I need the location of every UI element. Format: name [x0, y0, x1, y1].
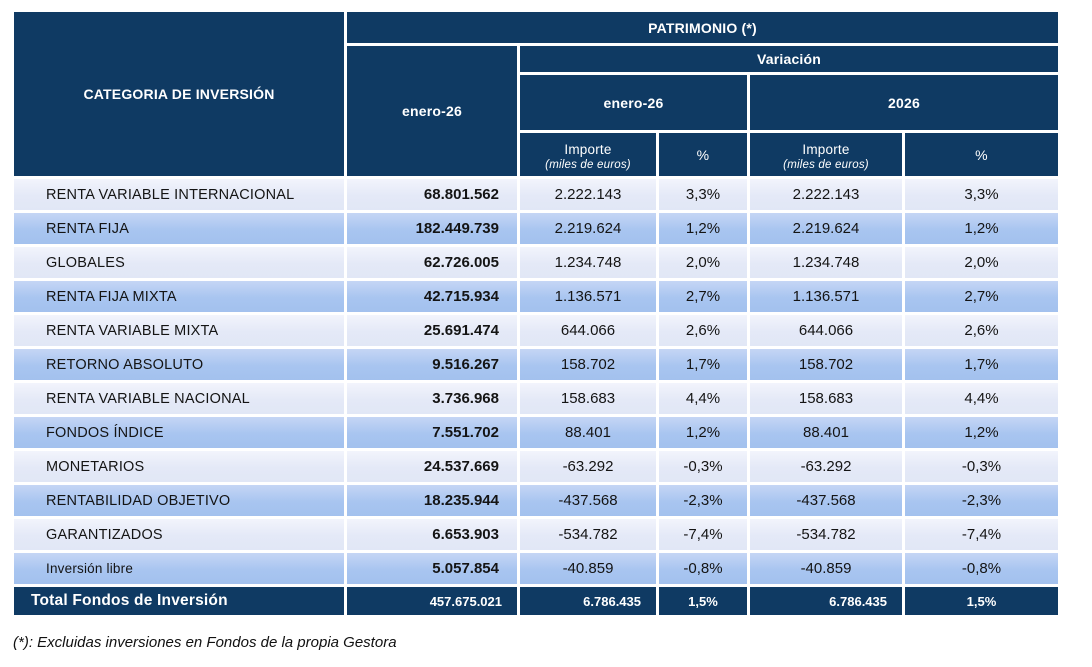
variacion-2026-importe: 158.683: [750, 383, 902, 414]
variacion-enero-importe: 1.136.571: [520, 281, 656, 312]
variacion-enero-importe: 644.066: [520, 315, 656, 346]
variacion-2026-pct: -0,3%: [905, 451, 1058, 482]
variacion-enero-pct: 1,2%: [659, 417, 747, 448]
footnote: (*): Excluidas inversiones en Fondos de la propia Gestora: [13, 634, 397, 651]
table-row: [14, 519, 1058, 550]
category-cell: RENTABILIDAD OBJETIVO: [14, 485, 344, 516]
category-cell: Inversión libre: [14, 553, 344, 584]
category-cell: RENTA VARIABLE MIXTA: [14, 315, 344, 346]
variacion-enero-pct: 1,2%: [659, 213, 747, 244]
variacion-enero-importe: -534.782: [520, 519, 656, 550]
patrimonio-cell: 3.736.968: [347, 383, 517, 414]
variacion-2026-importe: 2.222.143: [750, 179, 902, 210]
variacion-enero-pct: -0,3%: [659, 451, 747, 482]
patrimonio-cell: 18.235.944: [347, 485, 517, 516]
patrimonio-cell: 25.691.474: [347, 315, 517, 346]
importe-label: Importe: [564, 141, 612, 157]
table-row: [14, 349, 1058, 380]
total-variacion-enero-importe: 6.786.435: [520, 587, 656, 615]
table-row: [14, 315, 1058, 346]
total-variacion-2026-importe: 6.786.435: [750, 587, 902, 615]
variacion-2026-pct: 3,3%: [905, 179, 1058, 210]
patrimonio-cell: 7.551.702: [347, 417, 517, 448]
patrimonio-cell: 24.537.669: [347, 451, 517, 482]
variacion-enero-pct: -0,8%: [659, 553, 747, 584]
patrimonio-cell: 6.653.903: [347, 519, 517, 550]
category-cell: RETORNO ABSOLUTO: [14, 349, 344, 380]
total-variacion-enero-pct: 1,5%: [659, 587, 747, 615]
total-row: [14, 587, 1058, 615]
patrimonio-cell: 62.726.005: [347, 247, 517, 278]
patrimonio-cell: 9.516.267: [347, 349, 517, 380]
variacion-enero-importe: -63.292: [520, 451, 656, 482]
category-cell: RENTA FIJA MIXTA: [14, 281, 344, 312]
patrimonio-period-header: enero-26: [347, 46, 517, 176]
variacion-enero-pct: 2,0%: [659, 247, 747, 278]
table-row: [14, 179, 1058, 210]
importe-label: Importe: [802, 141, 850, 157]
pct-enero-header: %: [659, 133, 747, 176]
table-row: [14, 451, 1058, 482]
variacion-2026-pct: 1,2%: [905, 213, 1058, 244]
variacion-period-enero-header: enero-26: [520, 75, 747, 130]
variacion-header: Variación: [520, 46, 1058, 72]
patrimonio-table: [11, 9, 1061, 618]
patrimonio-cell: 5.057.854: [347, 553, 517, 584]
table-row: [14, 383, 1058, 414]
table-row: [14, 553, 1058, 584]
variacion-2026-importe: -534.782: [750, 519, 902, 550]
variacion-2026-pct: 4,4%: [905, 383, 1058, 414]
total-patrimonio: 457.675.021: [347, 587, 517, 615]
table-row: [14, 213, 1058, 244]
importe-enero-header: [520, 133, 656, 176]
variacion-enero-importe: 158.702: [520, 349, 656, 380]
variacion-2026-importe: 1.234.748: [750, 247, 902, 278]
variacion-2026-pct: 1,2%: [905, 417, 1058, 448]
variacion-period-2026-header: 2026: [750, 75, 1058, 130]
variacion-2026-pct: 2,6%: [905, 315, 1058, 346]
variacion-2026-importe: 1.136.571: [750, 281, 902, 312]
variacion-enero-importe: 158.683: [520, 383, 656, 414]
variacion-enero-importe: 1.234.748: [520, 247, 656, 278]
variacion-2026-pct: 2,0%: [905, 247, 1058, 278]
category-cell: GLOBALES: [14, 247, 344, 278]
total-label: Total Fondos de Inversión: [14, 587, 344, 615]
pct-2026-header: %: [905, 133, 1058, 176]
category-cell: RENTA VARIABLE INTERNACIONAL: [14, 179, 344, 210]
variacion-enero-importe: -40.859: [520, 553, 656, 584]
table-row: [14, 247, 1058, 278]
patrimonio-cell: 68.801.562: [347, 179, 517, 210]
category-cell: MONETARIOS: [14, 451, 344, 482]
importe-units-label: (miles de euros): [783, 158, 869, 171]
category-cell: GARANTIZADOS: [14, 519, 344, 550]
variacion-2026-importe: 158.702: [750, 349, 902, 380]
variacion-2026-importe: -40.859: [750, 553, 902, 584]
variacion-enero-importe: 2.219.624: [520, 213, 656, 244]
variacion-2026-importe: -63.292: [750, 451, 902, 482]
variacion-enero-pct: 4,4%: [659, 383, 747, 414]
variacion-2026-pct: 1,7%: [905, 349, 1058, 380]
table-row: [14, 281, 1058, 312]
category-column-header: CATEGORIA DE INVERSIÓN: [14, 12, 344, 176]
variacion-enero-importe: -437.568: [520, 485, 656, 516]
variacion-2026-importe: -437.568: [750, 485, 902, 516]
category-cell: RENTA FIJA: [14, 213, 344, 244]
variacion-enero-pct: -7,4%: [659, 519, 747, 550]
variacion-enero-pct: 3,3%: [659, 179, 747, 210]
patrimonio-cell: 42.715.934: [347, 281, 517, 312]
category-cell: FONDOS ÍNDICE: [14, 417, 344, 448]
patrimonio-cell: 182.449.739: [347, 213, 517, 244]
variacion-2026-importe: 88.401: [750, 417, 902, 448]
importe-units-label: (miles de euros): [545, 158, 631, 171]
importe-2026-header: [750, 133, 902, 176]
variacion-enero-pct: 2,6%: [659, 315, 747, 346]
variacion-2026-pct: -7,4%: [905, 519, 1058, 550]
variacion-2026-importe: 2.219.624: [750, 213, 902, 244]
table-row: [14, 485, 1058, 516]
variacion-enero-importe: 2.222.143: [520, 179, 656, 210]
variacion-2026-pct: -0,8%: [905, 553, 1058, 584]
table-row: [14, 417, 1058, 448]
variacion-2026-importe: 644.066: [750, 315, 902, 346]
variacion-enero-pct: 2,7%: [659, 281, 747, 312]
variacion-2026-pct: -2,3%: [905, 485, 1058, 516]
variacion-enero-pct: -2,3%: [659, 485, 747, 516]
total-variacion-2026-pct: 1,5%: [905, 587, 1058, 615]
variacion-enero-pct: 1,7%: [659, 349, 747, 380]
patrimonio-header: PATRIMONIO (*): [347, 12, 1058, 43]
variacion-enero-importe: 88.401: [520, 417, 656, 448]
variacion-2026-pct: 2,7%: [905, 281, 1058, 312]
category-cell: RENTA VARIABLE NACIONAL: [14, 383, 344, 414]
